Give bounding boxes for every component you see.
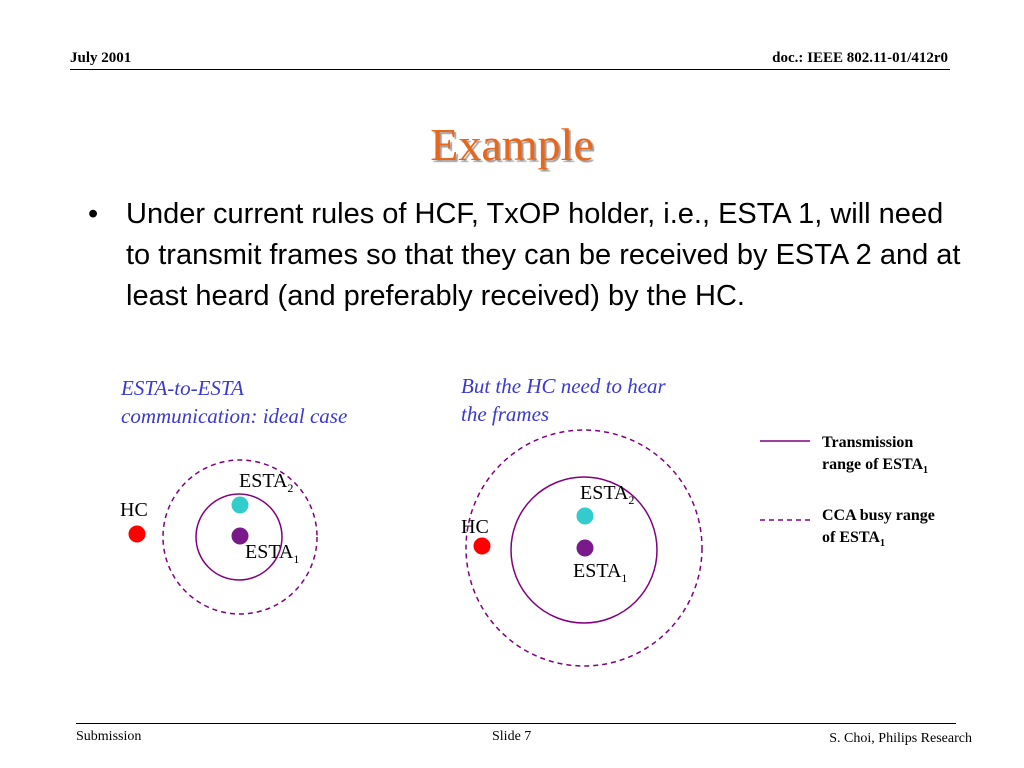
footer-slide-number: Slide 7: [492, 729, 532, 744]
left-esta2-label: $ESTA_2$: [239, 470, 294, 495]
slide-title: Example: [430, 119, 594, 170]
right-hc-label: HC: [461, 516, 489, 538]
right-esta2-node: [577, 508, 594, 525]
right-caption-line2: the frames: [461, 402, 550, 426]
left-caption-line1: ESTA-to-ESTA: [121, 376, 244, 400]
left-esta1-label: $ESTA_1$: [245, 541, 300, 566]
right-hc-node: [474, 538, 491, 555]
left-hc-label: HC: [120, 499, 148, 521]
legend-tx-range: Transmission range of $ESTA_1$: [822, 434, 929, 477]
left-esta2-node: [232, 497, 249, 514]
right-esta2-label: $ESTA_2$: [580, 482, 635, 507]
footer-author: S. Choi, Philips Research: [829, 731, 972, 746]
left-hc-node: [129, 526, 146, 543]
right-caption-line1: But the HC need to hear: [461, 374, 666, 398]
right-esta1-node: [577, 540, 594, 557]
bullet-marker: •: [88, 198, 99, 230]
left-caption-line2: communication: ideal case: [121, 404, 348, 428]
legend-cca-range: CCA busy range of $ESTA_1$: [822, 507, 935, 550]
bullet-text: Under current rules of HCF, TxOP holder, i.e., ESTA 1, will need to transmit frames so that they can be received by ESTA 2 and at least heard (and preferably received) by the HC.: [126, 198, 961, 312]
header-doc-id: doc.: IEEE 802.11-01/412r0: [772, 50, 948, 66]
header-date: July 2001: [70, 50, 132, 66]
footer-rule: [76, 723, 956, 724]
right-esta1-label: $ESTA_1$: [573, 560, 628, 585]
footer-submission: Submission: [76, 729, 142, 744]
